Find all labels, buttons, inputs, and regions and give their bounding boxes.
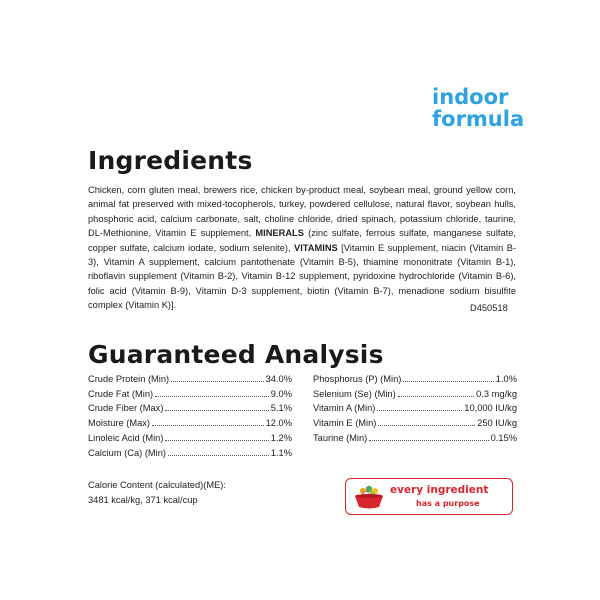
analysis-row: [88, 416, 292, 431]
ingredients-title: Ingredients: [88, 146, 253, 175]
badge-line-1: indoor: [432, 85, 509, 109]
analysis-label: Vitamin A (Min): [313, 403, 376, 414]
analysis-row: [88, 372, 292, 387]
analysis-title: Guaranteed Analysis: [88, 340, 384, 369]
analysis-value: 1.2%: [270, 432, 292, 443]
analysis-label: Crude Fiber (Max): [88, 403, 164, 414]
ingredients-text-1: Chicken, corn gluten meal, brewers rice, chicken by-product meal, soybean meal, ground yellow corn, animal fat preserved with mixed-tocopherols, turkey, powdered cellulose, natural flavor, soybean hulls, phosphoric acid, calcium carbonate, salt, choline chloride, dried spinach, potassium chloride, taurine, DL-Methionine, Vitamin E supplement,: [88, 185, 516, 239]
dot-leader: [377, 403, 462, 411]
dot-leader: [165, 433, 268, 441]
analysis-value: 9.0%: [270, 388, 292, 399]
dot-leader: [165, 403, 268, 411]
purpose-badge: [345, 478, 513, 515]
analysis-value: 34.0%: [265, 374, 292, 384]
analysis-value: 250 IU/kg: [477, 418, 517, 429]
dot-leader: [168, 448, 269, 456]
analysis-row: [88, 431, 292, 446]
vitamins-label: VITAMINS: [294, 242, 338, 253]
product-code: D450518: [470, 303, 508, 313]
badge-line-2: formula: [432, 107, 525, 131]
dot-leader: [155, 389, 269, 397]
dot-leader: [171, 374, 264, 382]
analysis-row: [313, 372, 517, 387]
analysis-left-column: [88, 372, 292, 460]
analysis-row: [313, 401, 517, 416]
calorie-label: Calorie Content (calculated)(ME):: [88, 480, 226, 490]
analysis-label: Taurine (Min): [313, 432, 368, 443]
analysis-value: 10,000 IU/kg: [464, 403, 517, 414]
analysis-label: Phosphorus (P) (Min): [313, 374, 402, 384]
analysis-right-column: [313, 372, 517, 446]
analysis-label: Moisture (Max): [88, 418, 150, 429]
analysis-label: Selenium (Se) (Min): [313, 388, 396, 399]
calorie-value: 3481 kcal/kg, 371 kcal/cup: [88, 495, 198, 505]
minerals-label: MINERALS: [255, 228, 304, 239]
analysis-value: 5.1%: [270, 403, 292, 414]
analysis-label: Vitamin E (Min): [313, 418, 377, 429]
analysis-row: [88, 446, 292, 461]
analysis-row: [313, 431, 517, 446]
dot-leader: [369, 433, 488, 441]
analysis-label: Crude Fat (Min): [88, 388, 154, 399]
analysis-row: [88, 401, 292, 416]
analysis-value: 1.1%: [270, 447, 292, 458]
analysis-value: 0.15%: [490, 432, 517, 443]
analysis-row: [313, 387, 517, 402]
ingredients-list: [88, 183, 516, 313]
analysis-label: Crude Protein (Min): [88, 374, 170, 384]
analysis-value: 1.0%: [495, 374, 517, 384]
purpose-line-2: has a purpose: [416, 499, 480, 508]
food-bowl-icon: [352, 483, 386, 511]
ingredients-text-3: [Vitamin E supplement, niacin (Vitamin B-3), Vitamin A supplement, calcium pantothenate (Vitamin B-5), thiamine mononitrate (Vitamin B-1), riboflavin supplement (Vitamin B-2), Vitamin B-12 supplement, pyridoxine hydrochloride (Vitamin B-6), folic acid (Vitamin B-9), Vitamin D-3 supplement, biotin (Vitamin B-7), menadione sodium bisulfite complex (Vitamin K)].: [88, 242, 516, 311]
ingredients-text-2: (zinc sulfate, ferrous sulfate, manganese sulfate, copper sulfate, calcium iodate, sodium selenite),: [88, 228, 517, 253]
analysis-row: [313, 416, 517, 431]
calorie-content: [88, 478, 226, 508]
dot-leader: [403, 374, 493, 382]
analysis-value: 12.0%: [265, 418, 292, 429]
dot-leader: [152, 418, 264, 426]
analysis-label: Linoleic Acid (Min): [88, 432, 164, 443]
formula-badge: [432, 86, 524, 130]
analysis-label: Calcium (Ca) (Min): [88, 447, 166, 458]
dot-leader: [398, 389, 475, 397]
analysis-value: 0.3 mg/kg: [476, 388, 517, 399]
dot-leader: [378, 418, 475, 426]
analysis-row: [88, 387, 292, 402]
purpose-line-1: every ingredient: [390, 484, 489, 496]
